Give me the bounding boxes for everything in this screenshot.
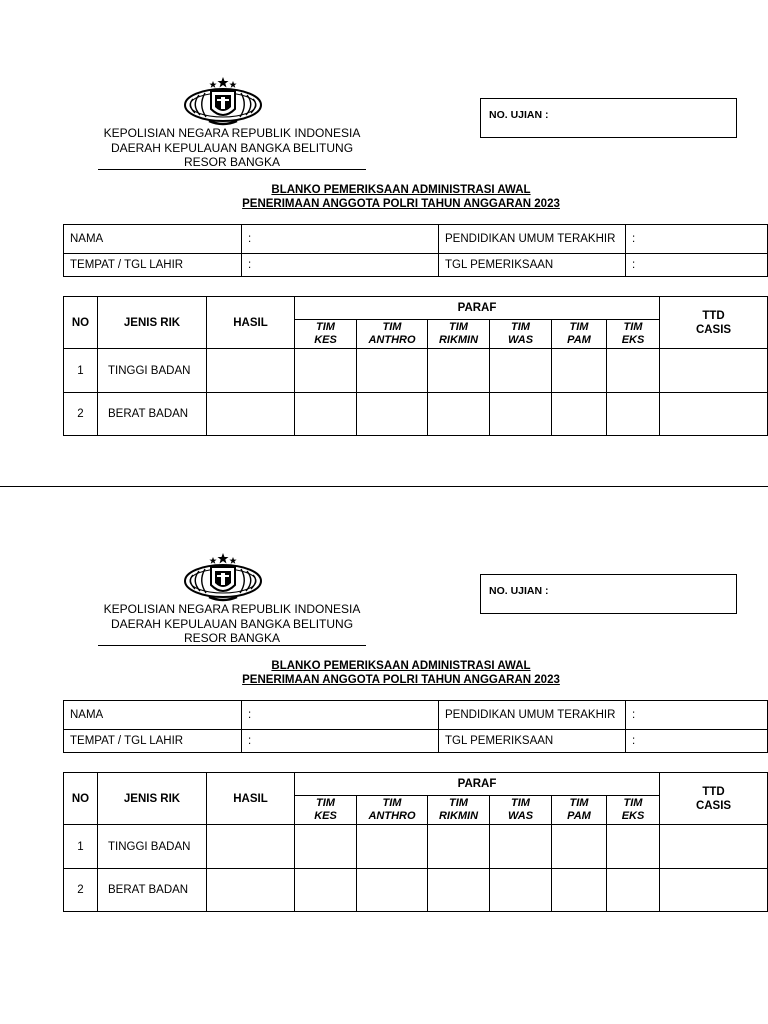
tgl-pemeriksaan-label: TGL PEMERIKSAAN: [439, 254, 626, 277]
row-no: 1: [64, 349, 98, 393]
paraf-cell[interactable]: [490, 869, 552, 912]
org-line-3: RESOR BANGKA: [183, 155, 281, 169]
tim-rikmin-header: TIM RIKMIN: [428, 320, 490, 349]
row-no: 2: [64, 869, 98, 912]
tempat-lahir-label: TEMPAT / TGL LAHIR: [64, 730, 242, 753]
tgl-pemeriksaan-value[interactable]: :: [626, 730, 768, 753]
col-hasil-header: HASIL: [207, 773, 295, 825]
exam-number-box[interactable]: [480, 574, 737, 614]
organization-header: [98, 126, 366, 170]
col-jenis-rik-header: JENIS RIK: [98, 773, 207, 825]
organization-header: [98, 602, 366, 646]
form-title: [160, 183, 642, 211]
col-no-header: NO: [64, 297, 98, 349]
table-row: [64, 869, 768, 912]
tgl-pemeriksaan-value[interactable]: :: [626, 254, 768, 277]
col-ttd-casis-header: TTD CASIS: [660, 773, 768, 825]
tim-kes-header: TIM KES: [295, 796, 357, 825]
tempat-lahir-value[interactable]: :: [242, 730, 439, 753]
row-no: 2: [64, 393, 98, 436]
tim-kes-header: TIM KES: [295, 320, 357, 349]
ttd-cell[interactable]: [660, 825, 768, 869]
form-copy-1: [0, 0, 768, 476]
paraf-cell[interactable]: [295, 869, 357, 912]
paraf-cell[interactable]: [295, 349, 357, 393]
paraf-cell[interactable]: [607, 869, 660, 912]
org-underline: [98, 169, 366, 170]
org-line-3: RESOR BANGKA: [183, 631, 281, 645]
exam-number-label: NO. UJIAN :: [489, 109, 549, 121]
police-emblem-logo: [183, 75, 263, 127]
police-emblem-logo: [183, 551, 263, 603]
tim-rikmin-header: TIM RIKMIN: [428, 796, 490, 825]
paraf-cell[interactable]: [428, 869, 490, 912]
ttd-cell[interactable]: [660, 393, 768, 436]
row-jenis-rik: BERAT BADAN: [98, 393, 207, 436]
tim-eks-header: TIM EKS: [607, 320, 660, 349]
row-hasil-cell[interactable]: [207, 869, 295, 912]
table-row: [64, 825, 768, 869]
row-jenis-rik: TINGGI BADAN: [98, 349, 207, 393]
paraf-cell[interactable]: [428, 825, 490, 869]
col-hasil-header: HASIL: [207, 297, 295, 349]
row-jenis-rik: TINGGI BADAN: [98, 825, 207, 869]
title-line-2: PENERIMAAN ANGGOTA POLRI TAHUN ANGGARAN 2023: [242, 674, 560, 686]
paraf-cell[interactable]: [552, 825, 607, 869]
paraf-cell[interactable]: [607, 349, 660, 393]
col-paraf-header: PARAF: [295, 297, 660, 320]
table-row: [64, 349, 768, 393]
pendidikan-value[interactable]: :: [626, 225, 768, 254]
pendidikan-value[interactable]: :: [626, 701, 768, 730]
tim-pam-header: TIM PAM: [552, 320, 607, 349]
tempat-lahir-value[interactable]: :: [242, 254, 439, 277]
org-line-1: KEPOLISIAN NEGARA REPUBLIK INDONESIA: [103, 602, 361, 616]
paraf-cell[interactable]: [490, 349, 552, 393]
title-line-1: BLANKO PEMERIKSAAN ADMINISTRASI AWAL: [271, 184, 531, 196]
pendidikan-label: PENDIDIKAN UMUM TERAKHIR: [439, 701, 626, 730]
examination-table: [63, 296, 768, 436]
nama-label: NAMA: [64, 225, 242, 254]
examination-table: [63, 772, 768, 912]
tim-was-header: TIM WAS: [490, 796, 552, 825]
col-paraf-header: PARAF: [295, 773, 660, 796]
col-no-header: NO: [64, 773, 98, 825]
paraf-cell[interactable]: [428, 393, 490, 436]
row-no: 1: [64, 825, 98, 869]
paraf-cell[interactable]: [428, 349, 490, 393]
tim-pam-header: TIM PAM: [552, 796, 607, 825]
tim-anthro-header: TIM ANTHRO: [357, 796, 428, 825]
table-row: [64, 393, 768, 436]
tim-anthro-header: TIM ANTHRO: [357, 320, 428, 349]
exam-number-box[interactable]: [480, 98, 737, 138]
col-ttd-casis-header: TTD CASIS: [660, 297, 768, 349]
row-hasil-cell[interactable]: [207, 825, 295, 869]
form-title: [160, 659, 642, 687]
tim-eks-header: TIM EKS: [607, 796, 660, 825]
row-hasil-cell[interactable]: [207, 349, 295, 393]
paraf-cell[interactable]: [357, 825, 428, 869]
candidate-info-table: [63, 224, 768, 277]
paraf-cell[interactable]: [552, 869, 607, 912]
paraf-cell[interactable]: [295, 825, 357, 869]
pendidikan-label: PENDIDIKAN UMUM TERAKHIR: [439, 225, 626, 254]
paraf-cell[interactable]: [607, 393, 660, 436]
paraf-cell[interactable]: [490, 825, 552, 869]
col-jenis-rik-header: JENIS RIK: [98, 297, 207, 349]
org-underline: [98, 645, 366, 646]
paraf-cell[interactable]: [357, 349, 428, 393]
tempat-lahir-label: TEMPAT / TGL LAHIR: [64, 254, 242, 277]
paraf-cell[interactable]: [357, 869, 428, 912]
title-line-2: PENERIMAAN ANGGOTA POLRI TAHUN ANGGARAN 2023: [242, 198, 560, 210]
paraf-cell[interactable]: [552, 393, 607, 436]
exam-number-label: NO. UJIAN :: [489, 585, 549, 597]
ttd-cell[interactable]: [660, 349, 768, 393]
nama-label: NAMA: [64, 701, 242, 730]
org-line-2: DAERAH KEPULAUAN BANGKA BELITUNG: [110, 140, 354, 155]
title-line-1: BLANKO PEMERIKSAAN ADMINISTRASI AWAL: [271, 660, 531, 672]
form-copy-2: [0, 476, 768, 952]
paraf-cell[interactable]: [607, 825, 660, 869]
tim-was-header: TIM WAS: [490, 320, 552, 349]
row-jenis-rik: BERAT BADAN: [98, 869, 207, 912]
paraf-cell[interactable]: [552, 349, 607, 393]
ttd-cell[interactable]: [660, 869, 768, 912]
row-hasil-cell[interactable]: [207, 393, 295, 436]
org-line-2: DAERAH KEPULAUAN BANGKA BELITUNG: [110, 616, 354, 631]
paraf-cell[interactable]: [357, 393, 428, 436]
org-line-1: KEPOLISIAN NEGARA REPUBLIK INDONESIA: [103, 126, 361, 140]
paraf-cell[interactable]: [490, 393, 552, 436]
nama-value[interactable]: :: [242, 225, 439, 254]
candidate-info-table: [63, 700, 768, 753]
nama-value[interactable]: :: [242, 701, 439, 730]
tgl-pemeriksaan-label: TGL PEMERIKSAAN: [439, 730, 626, 753]
paraf-cell[interactable]: [295, 393, 357, 436]
